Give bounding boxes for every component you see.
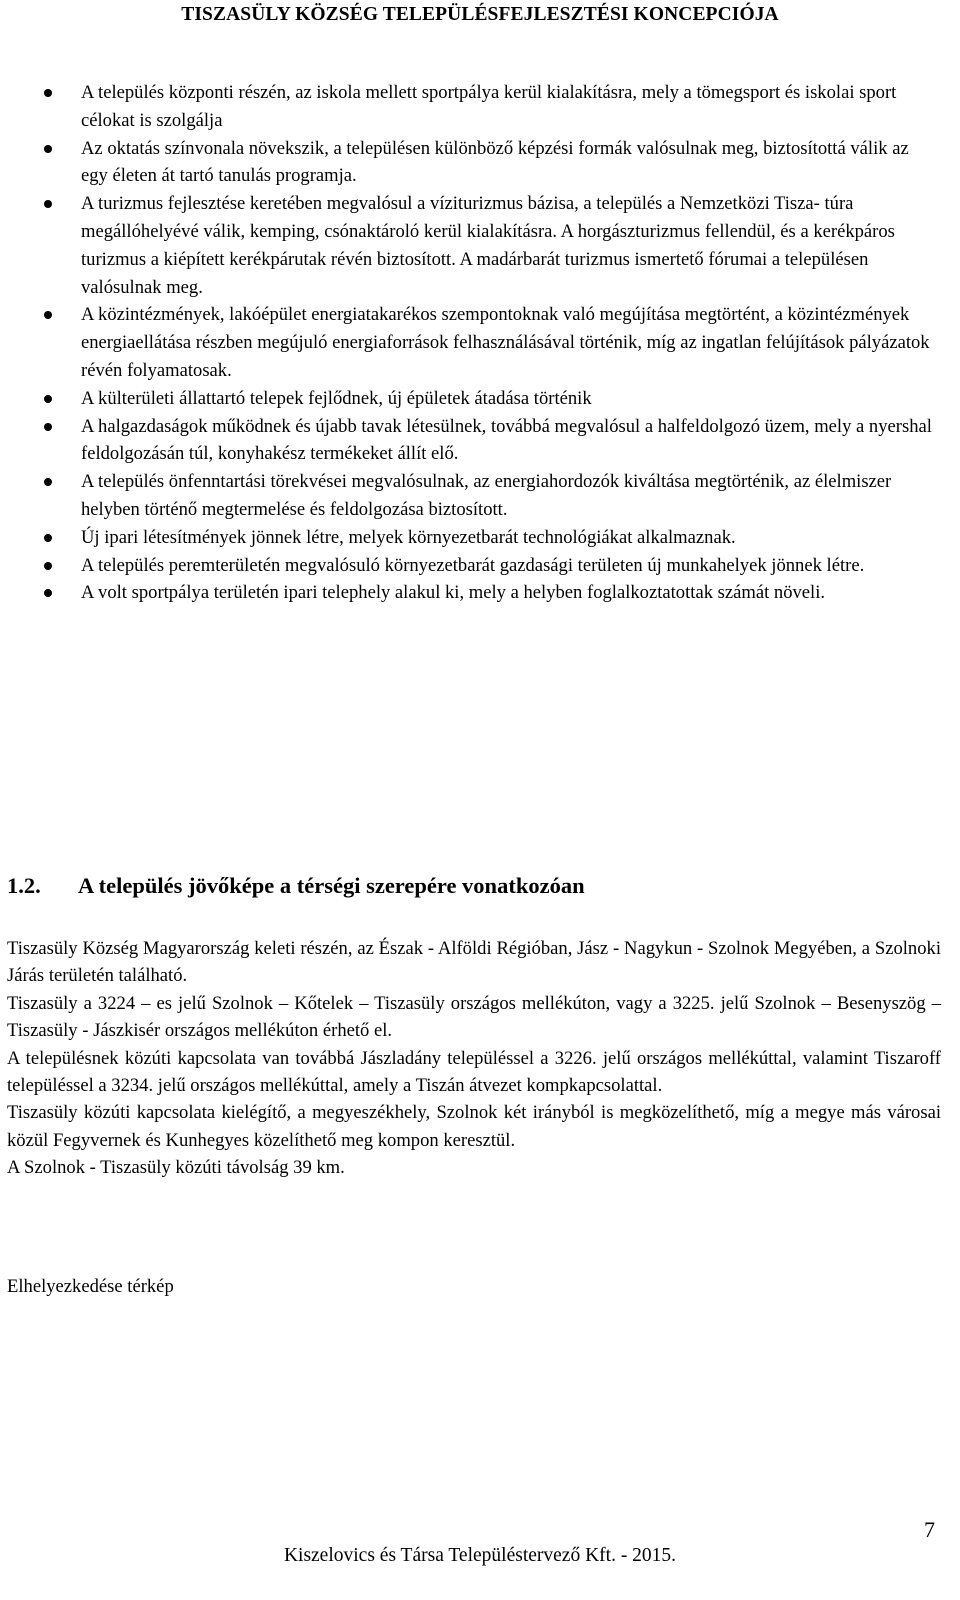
- page-number: 7: [924, 1517, 935, 1542]
- bullet-item-munkahelyek: [0, 552, 960, 580]
- bullet-text: A külterületi állattartó telepek fejlődnek, új épületek átadása történik: [81, 387, 592, 409]
- bullet-dot-icon: [44, 200, 52, 208]
- bullet-text: Az oktatás színvonala növekszik, a településen különböző képzési formák valósulnak meg, biztosítottá válik az egy életen át tartó tanulás programja.: [81, 137, 909, 187]
- bullet-item-ipari-telephely: [0, 579, 960, 607]
- bullet-text: A turizmus fejlesztése keretében megvalósul a víziturizmus bázisa, a település a Nemzetközi Tisza- túra megállóhelyévé válik, kemping, csónaktároló kerül kialakításra. A horgászturizmus fellendül, és a kerékpáros turizmus a kiépített kerékpárutak révén biztosított. A madárbarát turizmus ismertető fórumai a településen valósulnak meg.: [81, 193, 895, 298]
- bullet-dot-icon: [44, 589, 52, 597]
- map-caption: Elhelyezkedése térkép: [7, 1276, 174, 1297]
- paragraph-location: Tiszasüly Község Magyarország keleti részén, az Észak - Alföldi Régióban, Jász - Nagykun - Szolnok Megyében, a Szolnoki Járás területén található.: [7, 938, 941, 987]
- paragraph-road-connections: A településnek közúti kapcsolata van továbbá Jászladány településsel a 3226. jelű országos mellékúttal, valamint Tiszaroff településsel a 3234. jelű országos mellékúttal, amely a Tiszán átvezet kompkapcsolattal.: [7, 1047, 941, 1097]
- section-heading: [7, 873, 585, 899]
- bullet-text: A közintézmények, lakóépület energiatakarékos szempontoknak való megújítása megtörtént, a közintézmények energiaellátása részben megújuló energiaforrások felhasználásával történik, míg az ingatlan felújítások pályázatok révén folyamatosak.: [81, 304, 930, 381]
- bullet-dot-icon: [44, 311, 52, 319]
- bullet-dot-icon: [44, 395, 52, 403]
- bullet-item-ipari-letesitmenyek: [0, 524, 960, 552]
- bullet-dot-icon: [44, 89, 52, 97]
- bullet-dot-icon: [44, 423, 52, 431]
- section-number: 1.2.: [7, 873, 41, 898]
- bullet-text: A volt sportpálya területén ipari telephely alakul ki, mely a helyben foglalkoztatottak számát növeli.: [81, 582, 826, 604]
- bullet-dot-icon: [44, 562, 52, 570]
- bullet-text: A település peremterületén megvalósuló környezetbarát gazdasági területen új munkahelyek jönnek létre.: [81, 554, 865, 576]
- bullet-item-onfenntartas: [0, 468, 960, 524]
- bullet-item-turizmus: [0, 190, 960, 301]
- bullet-text: A település önfenntartási törekvései megvalósulnak, az energiahordozók kiváltása megtörténik, az élelmiszer helyben történő megtermelése és feldolgozása biztosított.: [81, 471, 892, 520]
- section-title: A település jövőképe a térségi szerepére vonatkozóan: [78, 873, 585, 898]
- bullet-dot-icon: [44, 534, 52, 542]
- bullet-item-kozintezmenyek: [0, 301, 960, 384]
- paragraph-road-access: Tiszasüly a 3224 – es jelű Szolnok – Kőtelek – Tiszasüly országos mellékúton, vagy a 3225. jelű Szolnok – Besenyszög – Tiszasüly - Jászkisér országos mellékúton érhető el.: [7, 992, 941, 1042]
- bullet-item-sportpalya: [0, 79, 960, 135]
- bullet-list: [0, 79, 960, 607]
- body-text: [7, 935, 941, 1182]
- bullet-item-allattarto: [0, 385, 960, 413]
- bullet-item-halgazdasag: [0, 413, 960, 469]
- page-header-title: TISZASÜLY KÖZSÉG TELEPÜLÉSFEJLESZTÉSI KONCEPCIÓJA: [181, 4, 779, 25]
- bullet-text: A halgazdaságok működnek és újabb tavak létesülnek, továbbá megvalósul a halfeldolgozó üzem, mely a nyershal feldolgozásán túl, konyhakész termékeket állít elő.: [81, 415, 932, 465]
- paragraph-distance: A Szolnok - Tiszasüly közúti távolság 39 km.: [7, 1157, 345, 1179]
- page-footer: Kiszelovics és Társa Településtervező Kft. - 2015.: [283, 1545, 677, 1566]
- bullet-text: Új ipari létesítmények jönnek létre, melyek környezetbarát technológiákat alkalmaznak.: [81, 526, 736, 548]
- bullet-text: A település központi részén, az iskola mellett sportpálya kerül kialakításra, mely a tömegsport és iskolai sport célokat is szolgálja: [81, 82, 897, 131]
- paragraph-accessibility: Tiszasüly közúti kapcsolata kielégítő, a megyeszékhely, Szolnok két irányból is megközelíthető, míg a megye más városai közül Fegyvernek és Kunhegyes közelíthető meg kompon keresztül.: [7, 1102, 941, 1151]
- bullet-dot-icon: [44, 478, 52, 486]
- bullet-item-oktatas: [0, 135, 960, 191]
- bullet-dot-icon: [44, 145, 52, 153]
